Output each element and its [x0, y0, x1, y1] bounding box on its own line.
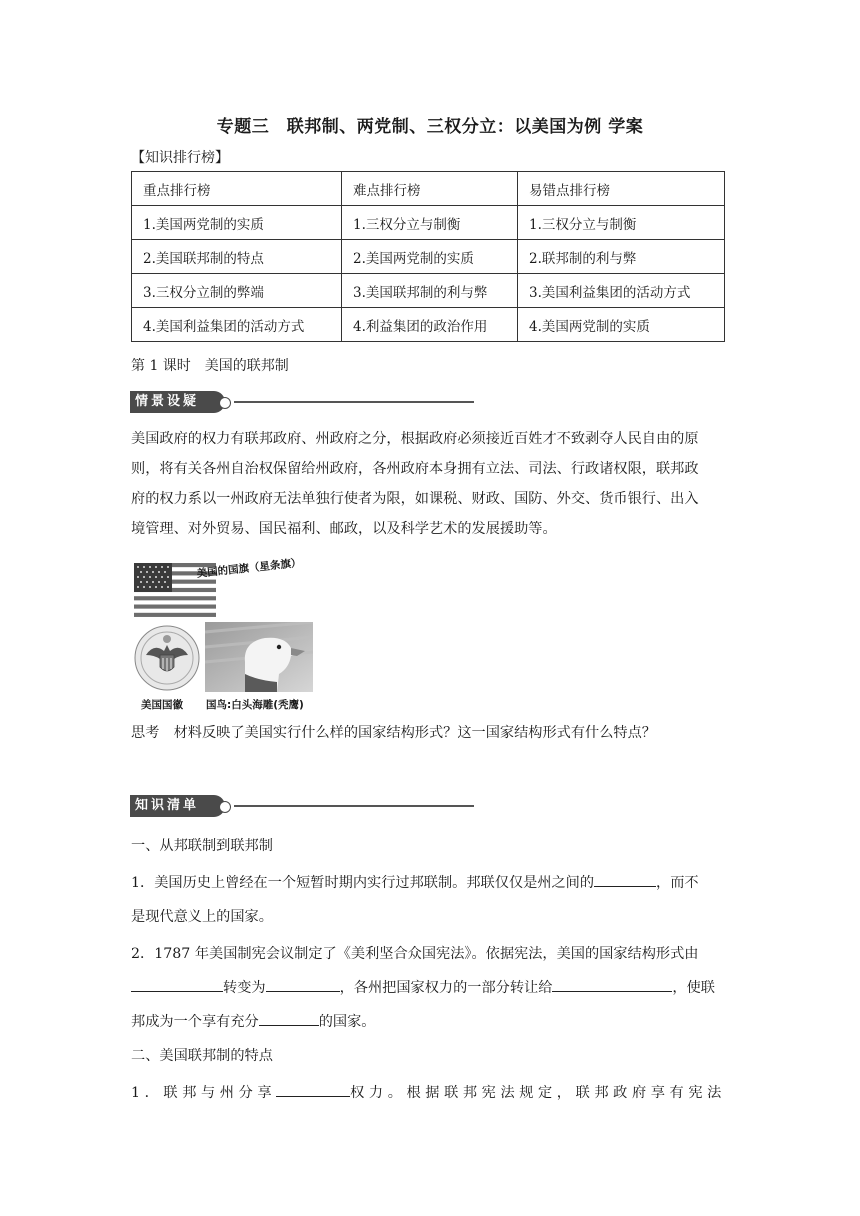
text: 的国家。 — [318, 1014, 376, 1030]
paragraph-line: 美国政府的权力有联邦政府、州政府之分，根据政府必须接近百姓才不致剥夺人民自由的原 — [131, 431, 699, 447]
page-title: 专题三 联邦制、两党制、三权分立：以美国为例 学案 — [216, 117, 644, 137]
heading-2: 二、美国联邦制的特点 — [131, 1048, 273, 1064]
banner-dot-icon — [219, 397, 231, 409]
fill-blank[interactable] — [131, 977, 223, 992]
heading-1: 一、从邦联制到联邦制 — [131, 838, 273, 854]
table-row — [132, 206, 725, 240]
fill-blank[interactable] — [552, 977, 672, 992]
table-header-row — [132, 172, 725, 206]
text: ，各州把国家权力的一部分转让给 — [339, 980, 553, 996]
table-cell: 4.美国利益集团的活动方式 — [132, 308, 342, 342]
seal-caption: 美国国徽 — [141, 699, 183, 711]
table-cell: 1.三权分立与制衡 — [518, 206, 725, 240]
text: ，而不 — [656, 875, 699, 891]
table-header: 易错点排行榜 — [518, 172, 725, 206]
table-cell: 2.联邦制的利与弊 — [518, 240, 725, 274]
us-seal-image — [134, 625, 200, 691]
text: 1．美国历史上曾经在一个短暂时期内实行过邦联制。邦联仅仅是州之间的 — [131, 875, 595, 891]
fill-blank[interactable] — [594, 872, 656, 887]
ranking-label: 【知识排行榜】 — [131, 150, 229, 166]
ranking-table — [131, 171, 725, 342]
item-1-cont: 是现代意义上的国家。 — [131, 909, 273, 925]
item-3 — [131, 1078, 728, 1108]
text: ，使联 — [672, 980, 715, 996]
knowledge-content — [131, 831, 728, 1108]
item-2-line2 — [131, 973, 728, 1003]
table-header: 重点排行榜 — [132, 172, 342, 206]
think-question: 思考 材料反映了美国实行什么样的国家结构形式？这一国家结构形式有什么特点？ — [131, 725, 656, 741]
paragraph-line: 境管理、对外贸易、国民福利、邮政，以及科学艺术的发展援助等。 — [131, 521, 557, 537]
flag-caption: 美国的国旗（星条旗） — [196, 557, 302, 580]
bird-caption: 国鸟:白头海雕(秃鹰) — [206, 699, 304, 711]
table-row — [132, 240, 725, 274]
paragraph-line: 则，将有关各州自治权保留给州政府，各州政府本身拥有立法、司法、行政诸权限，联邦政 — [131, 461, 699, 477]
fill-blank[interactable] — [276, 1082, 350, 1097]
table-cell: 4.利益集团的政治作用 — [342, 308, 518, 342]
text: 邦成为一个享有充分 — [131, 1014, 259, 1030]
table-row — [132, 274, 725, 308]
paragraph-line: 府的权力系以一州政府无法单独行使者为限，如课税、财政、国防、外交、货币银行、出入 — [131, 491, 699, 507]
item-2-line3 — [131, 1007, 728, 1037]
lesson-title: 第 1 课时 美国的联邦制 — [131, 358, 289, 374]
bald-eagle-image — [205, 622, 313, 692]
text: 转变为 — [223, 980, 266, 996]
item-2: 2．1787 年美国制宪会议制定了《美利坚合众国宪法》。依据宪法，美国的国家结构形式由 — [131, 946, 699, 962]
banner-dot-icon — [219, 801, 231, 813]
fill-blank[interactable] — [266, 977, 340, 992]
item-1 — [131, 868, 728, 898]
table-cell: 3.美国联邦制的利与弊 — [342, 274, 518, 308]
table-cell: 1.美国两党制的实质 — [132, 206, 342, 240]
banner-label: 知识清单 — [130, 795, 225, 817]
section-banner-scenario — [130, 391, 476, 413]
fill-blank[interactable] — [259, 1011, 319, 1026]
table-cell: 4.美国两党制的实质 — [518, 308, 725, 342]
banner-label: 情景设疑 — [130, 391, 225, 413]
table-cell: 3.美国利益集团的活动方式 — [518, 274, 725, 308]
text: 1．联邦与州分享 — [131, 1085, 277, 1101]
table-cell: 3.三权分立制的弊端 — [132, 274, 342, 308]
section-banner-knowledge — [130, 795, 476, 817]
banner-rule — [234, 805, 474, 807]
table-row — [132, 308, 725, 342]
scenario-paragraph — [131, 424, 728, 544]
table-cell: 2.美国联邦制的特点 — [132, 240, 342, 274]
banner-rule — [234, 401, 474, 403]
table-header: 难点排行榜 — [342, 172, 518, 206]
table-cell: 1.三权分立与制衡 — [342, 206, 518, 240]
text: 权力。根据联邦宪法规定，联邦政府享有宪法 — [350, 1085, 726, 1101]
table-cell: 2.美国两党制的实质 — [342, 240, 518, 274]
